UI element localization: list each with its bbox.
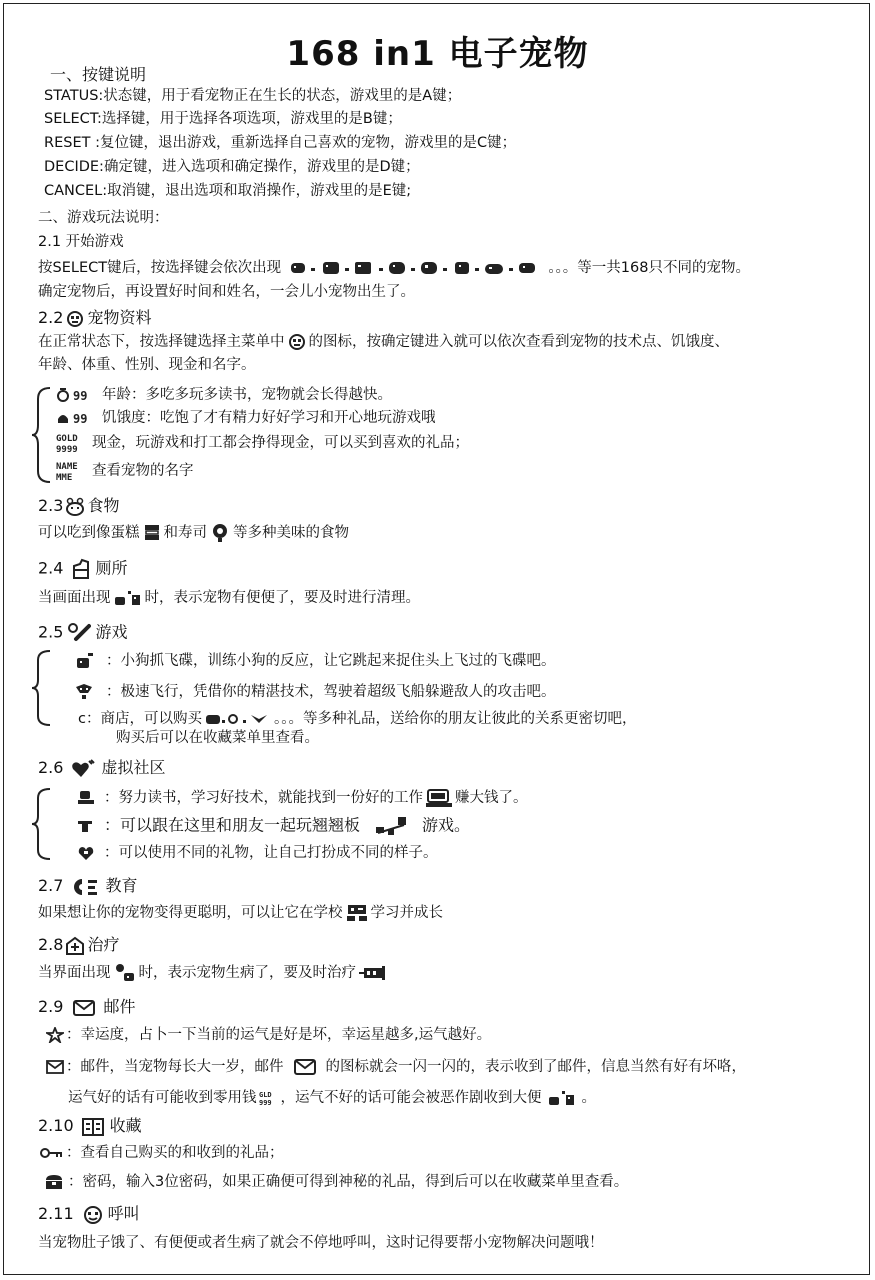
s22-line2: 年龄、体重、性别、现金和名字。 — [38, 357, 256, 373]
age-icon — [56, 388, 98, 402]
community-heart-icon — [71, 759, 95, 779]
s26-item-seesaw — [76, 815, 470, 837]
game-bat-icon — [67, 622, 91, 644]
seesaw-text-a: ：可以跟在这里和朋友一起玩翘翘板 — [104, 815, 361, 835]
age-label: 年龄：多吃多玩多读书，宠物就会长得越快。 — [102, 387, 392, 403]
brace-s26 — [30, 786, 52, 862]
s28-text-a: 当界面出现 — [38, 965, 111, 981]
key-select-line: SELECT:选择键，用于选择各项选项，游戏里的是B键； — [44, 111, 402, 127]
s22-line1 — [38, 332, 729, 352]
s23-heading — [38, 496, 119, 517]
s28-line — [38, 963, 392, 983]
password-text: ：密码，输入3位密码，如果正确便可得到神秘的礼品，得到后可以在收藏菜单里查看。 — [68, 1174, 629, 1190]
s23-text-b: 和寿司 — [163, 525, 207, 541]
s211-title: 呼叫 — [107, 1204, 140, 1223]
s211-line: 当宠物肚子饿了、有便便或者生病了就会不停地呼叫，这时记得要帮小宠物解决问题哦！ — [38, 1235, 604, 1251]
s26-item-dress — [76, 843, 438, 863]
name-label: 查看宠物的名字 — [92, 463, 194, 479]
s22-item-hunger — [56, 408, 436, 428]
s21-line1-text: 按SELECT键后，按选择键会依次出现 — [38, 260, 282, 276]
s29-money-line — [68, 1088, 596, 1108]
s24-title: 厕所 — [95, 558, 128, 578]
page-title: 168 in1 电子宠物 — [286, 34, 589, 74]
shop-text-a: c：商店，可以购买 — [78, 711, 202, 727]
s27-heading — [38, 876, 137, 897]
s22-item-age — [56, 385, 392, 405]
money-text-c: 。 — [581, 1090, 596, 1106]
pocket-money-icon — [259, 1090, 279, 1106]
s22-item-gold — [56, 432, 469, 454]
pet-sprites-icon — [289, 259, 579, 277]
treasure-chest-icon — [44, 1174, 64, 1190]
svg-text:99: 99 — [73, 412, 88, 425]
s21-line2: 确定宠物后，再设置好时间和姓名，一会儿小宠物出生了。 — [38, 284, 415, 300]
s22-line1-text: 在正常状态下，按选择键选择主菜单中 — [38, 334, 285, 350]
work-text-b: 赚大钱了。 — [455, 790, 528, 806]
s211-heading — [38, 1204, 140, 1225]
dressup-icon — [76, 845, 96, 861]
pet-face-icon — [288, 333, 306, 351]
s23-text-c: 等多种美味的食物 — [233, 525, 349, 541]
friend-icon — [76, 818, 96, 834]
s29-num: 2.9 — [38, 997, 64, 1016]
s28-num: 2.8 — [38, 935, 64, 954]
name-icon — [56, 460, 88, 482]
seesaw-icon — [374, 815, 408, 837]
s27-num: 2.7 — [38, 876, 64, 895]
s28-text-b: 时，表示宠物生病了，要及时治疗 — [138, 965, 356, 981]
ship-game-icon — [74, 683, 94, 701]
section-1-heading: 一、按键说明 — [50, 65, 147, 84]
dog-game-label: ：小狗抓飞碟，训练小狗的反应，让它跳起来捉住头上飞过的飞碟吧。 — [106, 653, 556, 669]
s22-num: 2.2 — [38, 308, 64, 327]
svg-text:GLD: GLD — [258, 1091, 272, 1099]
s27-text-b: 学习并成长 — [370, 905, 443, 921]
seesaw-text-b: 游戏。 — [422, 815, 471, 835]
poop-icon — [114, 589, 142, 607]
s21-line1 — [38, 258, 750, 278]
s25-heading — [38, 622, 127, 644]
s210-view-line — [40, 1143, 284, 1163]
s24-line — [38, 588, 420, 608]
s210-heading — [38, 1116, 142, 1137]
food-icon — [65, 497, 85, 517]
s22-line1-text-end: 的图标，按确定键进入就可以依次查看到宠物的技术点、饥饿度、 — [308, 334, 729, 350]
s27-title: 教育 — [105, 876, 138, 895]
brace-s25 — [30, 648, 52, 728]
s29-mail-line — [46, 1057, 746, 1077]
s25-num: 2.5 — [38, 622, 64, 642]
svg-text:MME: MME — [56, 473, 73, 482]
s23-text-a: 可以吃到像蛋糕 — [38, 525, 140, 541]
sushi-icon — [210, 523, 230, 543]
s24-text-b: 时，表示宠物有便便了，要及时进行清理。 — [144, 590, 420, 606]
s23-line — [38, 523, 349, 543]
sick-icon — [114, 963, 136, 983]
s21-heading: 2.1 开始游戏 — [38, 234, 124, 250]
s26-heading — [38, 758, 165, 779]
cake-icon — [143, 523, 161, 543]
ship-game-label: ：极速飞行，凭借你的精湛技术，驾驶着超级飞船躲避敌人的攻击吧。 — [106, 684, 556, 700]
work-icon — [76, 790, 96, 806]
education-icon — [71, 877, 99, 897]
money-text-a: 运气好的话有可能收到零用钱 — [68, 1090, 257, 1106]
shop-text-b: 。。。等多种礼品，送给你的朋友让彼此的关系更密切吧， — [273, 711, 637, 727]
section-2-heading: 二、游戏玩法说明： — [38, 210, 169, 226]
s25-item-dog — [74, 651, 556, 671]
svg-text:9999: 9999 — [56, 445, 78, 454]
s22-heading — [38, 308, 151, 328]
svg-text:GOLD: GOLD — [56, 434, 78, 444]
dress-text: ：可以使用不同的礼物，让自己打扮成不同的样子。 — [104, 845, 438, 861]
call-icon — [82, 1205, 104, 1225]
s26-item-work — [76, 788, 528, 808]
s24-num: 2.4 — [38, 558, 64, 578]
s22-title: 宠物资料 — [87, 308, 152, 327]
s29-luck-line — [46, 1025, 491, 1045]
hunger-icon — [56, 411, 98, 425]
s25-shop-line2: 购买后可以在收藏菜单里查看。 — [116, 730, 319, 746]
svg-text:999: 999 — [258, 1099, 272, 1106]
s210-title: 收藏 — [109, 1116, 142, 1135]
key-decide-line: DECIDE:确定键，进入选项和确定操作，游戏里的是D键； — [44, 159, 420, 175]
s23-title: 食物 — [87, 496, 120, 515]
work-text-a: ：努力读书，学习好技术，就能找到一份好的工作 — [104, 790, 423, 806]
money-text-b: ，运气不好的话可能会被恶作剧收到大便 — [280, 1090, 542, 1106]
medical-icon — [65, 936, 85, 956]
s25-item-ship — [74, 682, 556, 702]
s27-text-a: 如果想让你的宠物变得更聪明，可以让它在学校 — [38, 905, 343, 921]
s29-heading — [38, 997, 135, 1017]
toilet-icon — [71, 558, 91, 580]
luck-star-icon — [46, 1027, 64, 1043]
s27-line — [38, 903, 443, 923]
s23-num: 2.3 — [38, 496, 64, 515]
mail-icon — [73, 1000, 95, 1016]
s24-text-a: 当画面出现 — [38, 590, 111, 606]
view-text: ：查看自己购买的和收到的礼品； — [66, 1145, 284, 1161]
s22-item-name — [56, 460, 194, 482]
key-reset-line: RESET :复位键，退出游戏，重新选择自己喜欢的宠物，游戏里的是C键； — [44, 135, 517, 151]
brace-s22 — [30, 385, 52, 485]
hunger-label: 饥饿度：吃饱了才有精力好好学习和开心地玩游戏哦 — [102, 410, 436, 426]
key-cancel-line: CANCEL:取消键，退出选项和取消操作，游戏里的是E键; — [44, 183, 412, 199]
s26-title: 虚拟社区 — [101, 758, 166, 777]
school-icon — [346, 903, 368, 923]
luck-text: ：幸运度，占卜一下当前的运气是好是坏，幸运星越多,运气越好。 — [66, 1027, 492, 1043]
poop-icon — [548, 1089, 576, 1107]
collection-book-icon — [82, 1117, 104, 1137]
syringe-icon — [359, 965, 389, 981]
mail-text-b: 的图标就会一闪一闪的，表示收到了邮件，信息当然有好有坏咯， — [325, 1059, 746, 1075]
gold-label: 现金，玩游戏和打工都会挣得现金，可以买到喜欢的礼品； — [92, 435, 469, 451]
gold-icon — [56, 432, 88, 454]
s21-line1-text-end: 。。。等一共168只不同的宠物。 — [548, 260, 750, 276]
mail-text-a: ：邮件，当宠物每长大一岁，邮件 — [66, 1059, 284, 1075]
s210-num: 2.10 — [38, 1116, 74, 1135]
s26-num: 2.6 — [38, 758, 64, 777]
s25-item-shop — [78, 709, 636, 729]
s24-heading — [38, 558, 127, 580]
dog-game-icon — [74, 652, 94, 670]
svg-text:99: 99 — [73, 389, 88, 402]
key-icon — [40, 1147, 64, 1159]
mail-icon — [294, 1059, 316, 1075]
s28-heading — [38, 935, 119, 956]
gift-items-icon — [205, 712, 271, 726]
s29-title: 邮件 — [103, 997, 136, 1016]
mail-small-icon — [46, 1060, 64, 1074]
key-status-line: STATUS:状态键，用于看宠物正在生长的状态，游戏里的是A键； — [44, 88, 462, 104]
svg-text:NAME: NAME — [56, 462, 78, 472]
computer-job-icon — [426, 788, 452, 808]
s210-password-line — [44, 1172, 628, 1192]
s25-title: 游戏 — [95, 622, 128, 642]
pet-face-icon — [66, 310, 84, 328]
s211-num: 2.11 — [38, 1204, 74, 1223]
s28-title: 治疗 — [87, 935, 120, 954]
